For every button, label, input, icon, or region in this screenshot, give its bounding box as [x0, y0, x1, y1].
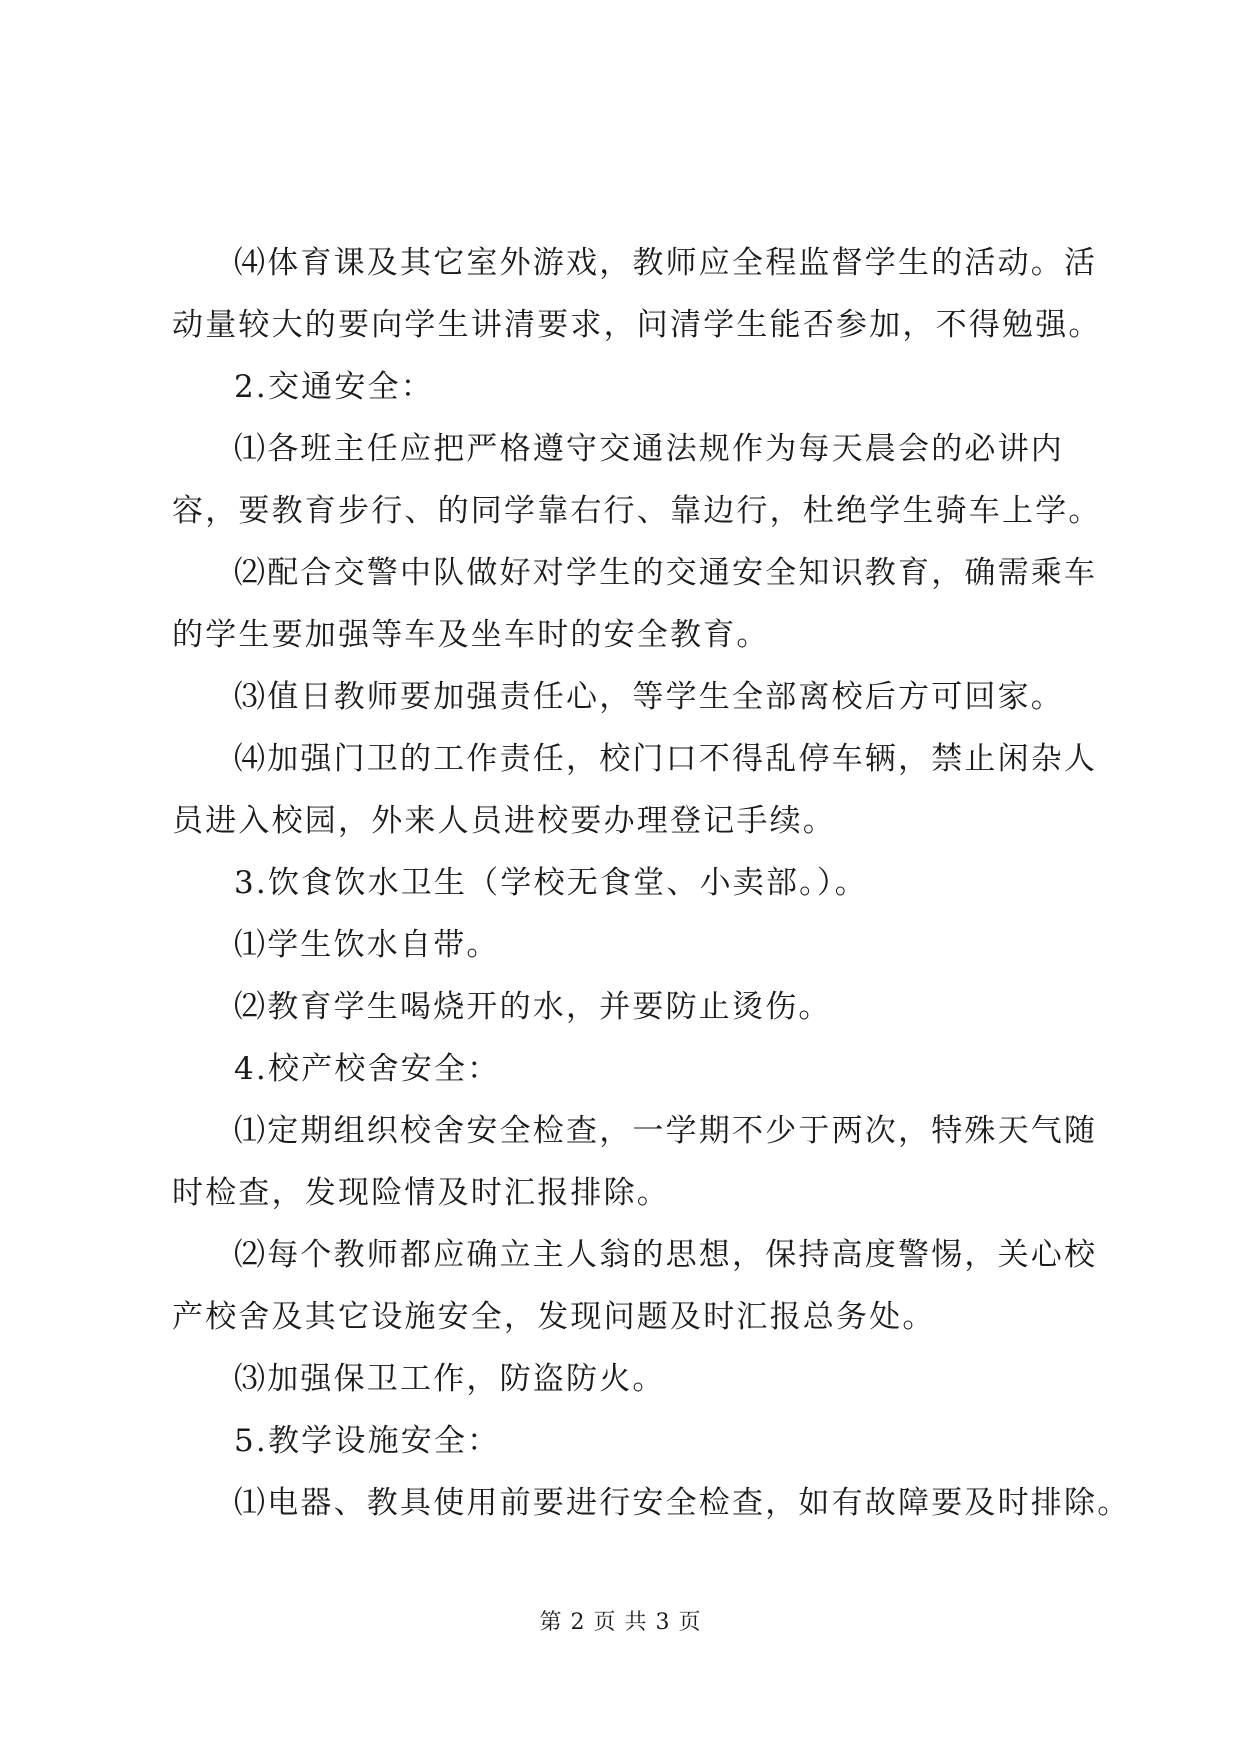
paragraph-line: ⑷加强门卫的工作责任，校门口不得乱停车辆，禁止闲杂人: [234, 741, 1098, 777]
section-heading: 5.教学设施安全：: [234, 1423, 501, 1459]
paragraph-line: ⑶加强保卫工作，防盗防火。: [234, 1361, 666, 1397]
paragraph-line: 产校舍及其它设施安全，发现问题及时汇报总务处。: [172, 1299, 936, 1335]
paragraph-line: 时检查，发现险情及时汇报排除。: [172, 1175, 670, 1211]
section-heading: 4.校产校舍安全：: [234, 1051, 501, 1087]
paragraph-line: ⑷体育课及其它室外游戏，教师应全程监督学生的活动。活: [234, 245, 1098, 281]
paragraph-line: ⑵配合交警中队做好对学生的交通安全知识教育，确需乘车: [234, 555, 1098, 591]
section-heading: 2.交通安全：: [234, 369, 434, 405]
paragraph-line: ⑵教育学生喝烧开的水，并要防止烫伤。: [234, 989, 832, 1025]
paragraph-line: ⑵每个教师都应确立主人翁的思想，保持高度警惕，关心校: [234, 1237, 1098, 1273]
paragraph-line: 动量较大的要向学生讲清要求，问清学生能否参加，不得勉强。: [172, 307, 1102, 343]
page-number-label: 第 2 页 共 3 页: [539, 1610, 702, 1635]
paragraph-line: 容，要教育步行、的同学靠右行、靠边行，杜绝学生骑车上学。: [172, 493, 1102, 529]
paragraph-line: ⑴学生饮水自带。: [234, 927, 500, 963]
paragraph-line: ⑶值日教师要加强责任心，等学生全部离校后方可回家。: [234, 679, 1064, 715]
paragraph-line: 的学生要加强等车及坐车时的安全教育。: [172, 617, 770, 653]
paragraph-line: 员进入校园，外来人员进校要办理登记手续。: [172, 803, 836, 839]
document-body: [172, 232, 1131, 1534]
page-footer: [0, 1608, 1241, 1638]
paragraph-line: ⑴电器、教具使用前要进行安全检查，如有故障要及时排除。: [234, 1485, 1131, 1521]
section-heading: 3.饮食饮水卫生（学校无食堂、小卖部。）。: [234, 865, 868, 901]
paragraph-line: ⑴定期组织校舍安全检查，一学期不少于两次，特殊天气随: [234, 1113, 1098, 1149]
paragraph-line: ⑴各班主任应把严格遵守交通法规作为每天晨会的必讲内: [234, 431, 1064, 467]
